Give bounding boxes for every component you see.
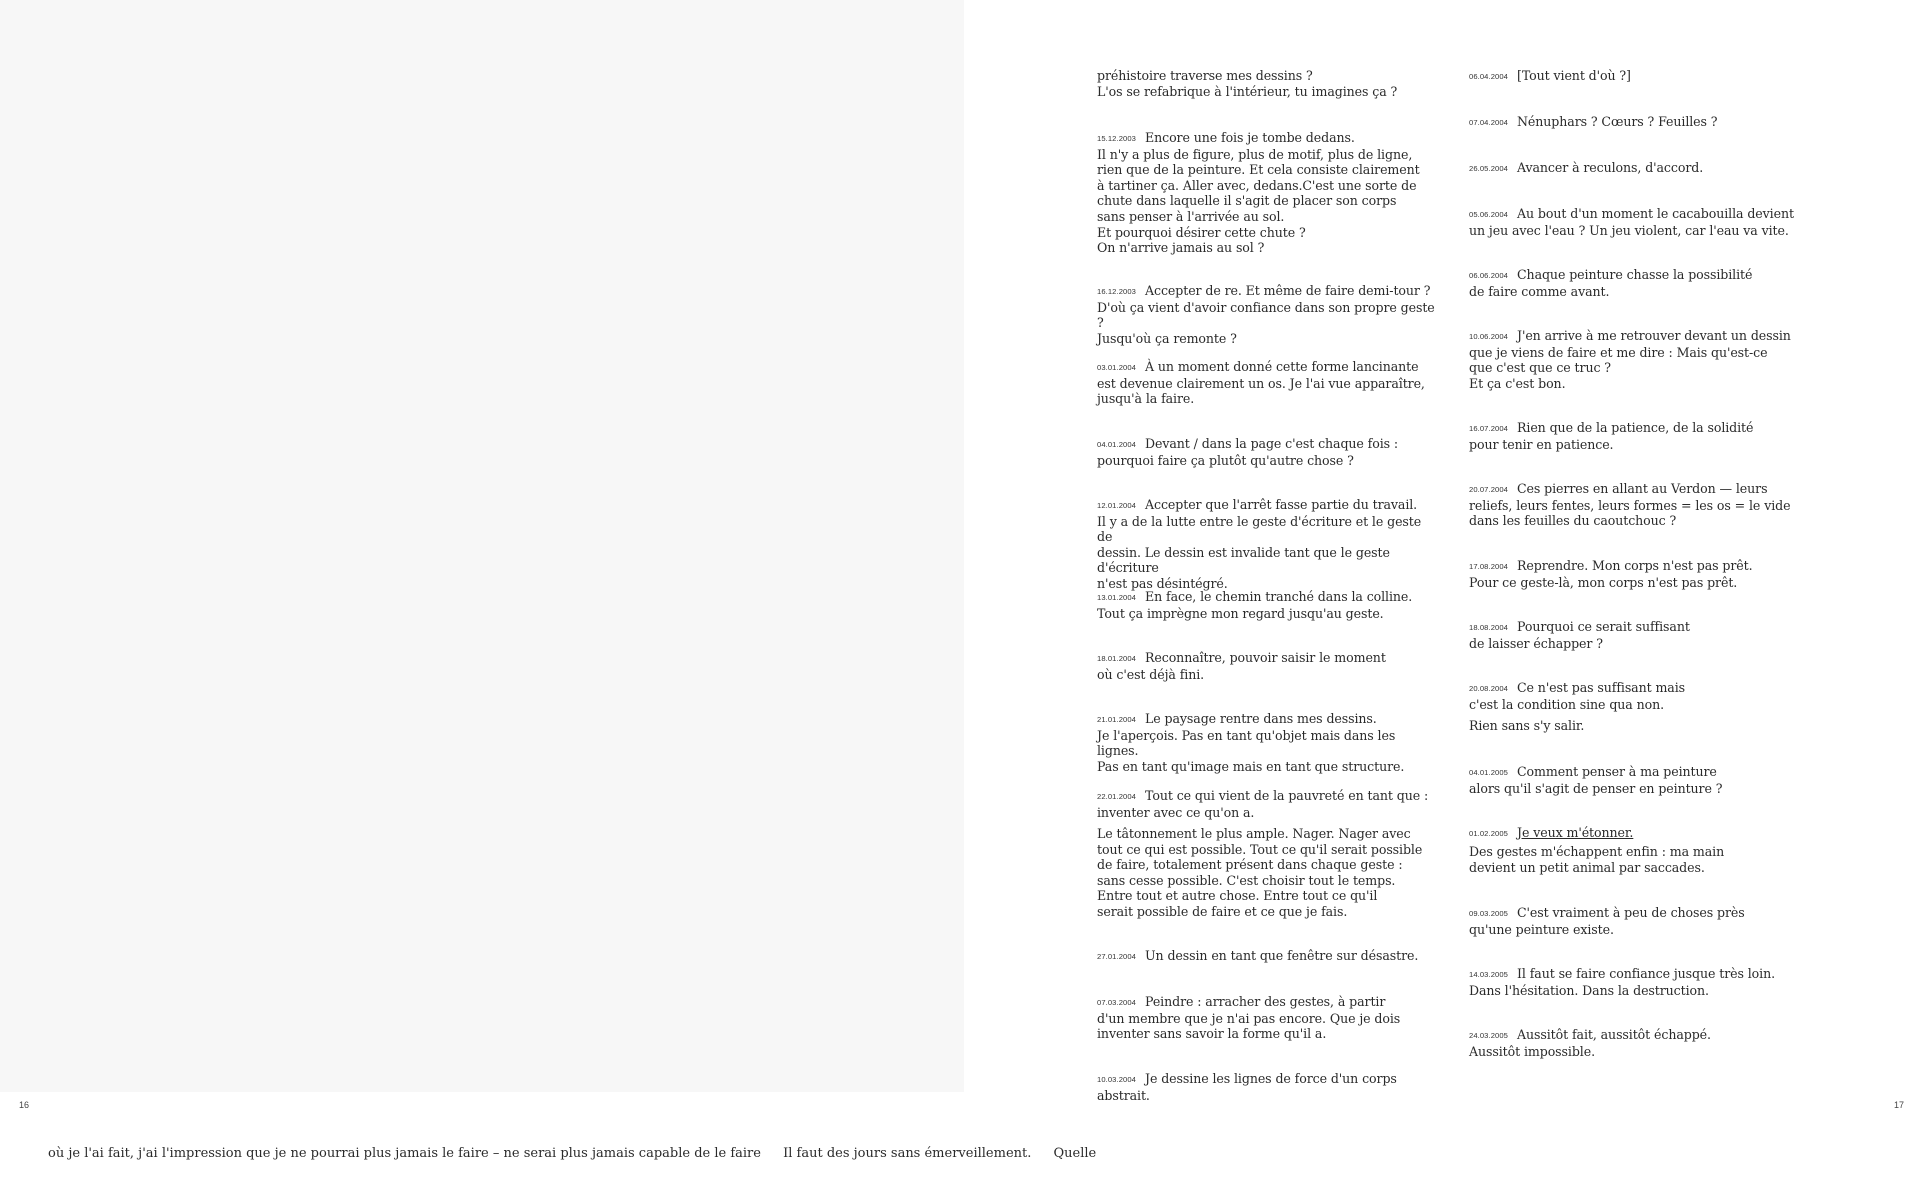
journal-entry: 21.01.2004 Le paysage rentre dans mes dessins. Je l'aperçois. Pas en tant qu'objet mais dans les lignes. Pas en tant qu'image mais en tant que structure. [1097, 711, 1405, 774]
entry-date: 21.01.2004 [1097, 715, 1137, 724]
journal-entry: 03.01.2004 À un moment donné cette forme lancinante est devenue clairement un os. Je l'ai vue apparaître, jusqu'à la faire. [1097, 359, 1425, 407]
journal-entry: Le tâtonnement le plus ample. Nager. Nager avec tout ce qui est possible. Tout ce qu'il serait possible de faire, totalement présent dans chaque geste : sans cesse possible. C'est choisir tout le temps. Entre tout et autre chose. Entre tout ce qu'il serait possible de faire et ce que je fais. [1097, 826, 1423, 919]
journal-entry: 16.07.2004 Rien que de la patience, de la solidité pour tenir en patience. [1469, 420, 1754, 452]
journal-entry: 04.01.2004 Devant / dans la page c'est chaque fois : pourquoi faire ça plutôt qu'autre chose ? [1097, 436, 1399, 468]
journal-entry: 26.05.2004 Avancer à reculons, d'accord. [1469, 160, 1704, 175]
entry-date: 26.05.2004 [1469, 164, 1509, 173]
entry-date: 07.04.2004 [1469, 118, 1509, 127]
journal-entry: 12.01.2004 Accepter que l'arrêt fasse partie du travail. Il y a de la lutte entre le geste d'écriture et le geste de dessin. Le dessin est invalide tant que le geste d'écriture n'est pas désintégré. [1097, 497, 1422, 591]
journal-entry: 18.08.2004 Pourquoi ce serait suffisant de laisser échapper ? [1469, 619, 1690, 651]
page-number-left: 16 [19, 1100, 30, 1110]
entry-date: 18.01.2004 [1097, 654, 1137, 663]
entry-date: 05.06.2004 [1469, 210, 1509, 219]
journal-entry: préhistoire traverse mes dessins ? L'os se refabrique à l'intérieur, tu imagines ça ? [1097, 68, 1398, 99]
journal-entry: 14.03.2005 Il faut se faire confiance jusque très loin. Dans l'hésitation. Dans la destruction. [1469, 966, 1775, 998]
artwork-image-area [0, 0, 964, 1092]
running-footer-text [48, 1146, 1114, 1161]
journal-entry: 10.03.2004 Je dessine les lignes de force d'un corps abstrait. [1097, 1071, 1397, 1103]
entry-date: 24.03.2005 [1469, 1031, 1509, 1040]
entry-date: 16.12.2003 [1097, 287, 1137, 296]
entry-date: 06.04.2004 [1469, 72, 1509, 81]
journal-entry: Des gestes m'échappent enfin : ma main devient un petit animal par saccades. [1469, 844, 1725, 875]
journal-entry: 13.01.2004 En face, le chemin tranché dans la colline. Tout ça imprègne mon regard jusqu'au geste. [1097, 589, 1413, 621]
entry-date: 09.03.2005 [1469, 909, 1509, 918]
journal-entry: 07.04.2004 Nénuphars ? Cœurs ? Feuilles ? [1469, 114, 1718, 129]
entry-date: 10.03.2004 [1097, 1075, 1137, 1084]
journal-entry: 09.03.2005 C'est vraiment à peu de choses près qu'une peinture existe. [1469, 905, 1745, 937]
journal-entry: Rien sans s'y salir. [1469, 718, 1585, 733]
journal-entry: 27.01.2004 Un dessin en tant que fenêtre sur désastre. [1097, 948, 1419, 963]
journal-entry: 07.03.2004 Peindre : arracher des gestes, à partir d'un membre que je n'ai pas encore. Que je dois inventer sans savoir la forme qu'il a. [1097, 994, 1401, 1042]
entry-date: 16.07.2004 [1469, 424, 1509, 433]
page-number-right: 17 [1894, 1100, 1905, 1110]
entry-date: 17.08.2004 [1469, 562, 1509, 571]
footer-segment: Il faut des jours sans émerveillement. [783, 1146, 1032, 1161]
entry-date: 13.01.2004 [1097, 593, 1137, 602]
entry-date: 04.01.2004 [1097, 440, 1137, 449]
entry-date: 14.03.2005 [1469, 970, 1509, 979]
entry-date: 07.03.2004 [1097, 998, 1137, 1007]
journal-entry: 05.06.2004 Au bout d'un moment le cacabouilla devient un jeu avec l'eau ? Un jeu violent, car l'eau va vite. [1469, 206, 1794, 238]
entry-date: 27.01.2004 [1097, 952, 1137, 961]
entry-date: 18.08.2004 [1469, 623, 1509, 632]
journal-entry: 04.01.2005 Comment penser à ma peinture alors qu'il s'agit de penser en peinture ? [1469, 764, 1723, 796]
journal-entry: 15.12.2003 Encore une fois je tombe dedans. Il n'y a plus de figure, plus de motif, plus de ligne, rien que de la peinture. Et cela consiste clairement à tartiner ça. Aller avec, dedans.C'est une sorte de chute dans laquelle il s'agit de placer son corps sans penser à l'arrivée au sol. Et pourquoi désirer cette chute ? On n'arrive jamais au sol ? [1097, 130, 1420, 256]
entry-date: 01.02.2005 [1469, 829, 1509, 838]
footer-segment: Quelle [1053, 1146, 1097, 1161]
entry-date: 22.01.2004 [1097, 792, 1137, 801]
entry-date: 20.07.2004 [1469, 485, 1509, 494]
entry-date: 15.12.2003 [1097, 134, 1137, 143]
journal-entry: 22.01.2004 Tout ce qui vient de la pauvreté en tant que : inventer avec ce qu'on a. [1097, 788, 1429, 820]
entry-date: 06.06.2004 [1469, 271, 1509, 280]
journal-entry: 01.02.2005 Je veux m'étonner. [1469, 825, 1634, 840]
entry-date: 03.01.2004 [1097, 363, 1137, 372]
journal-entry: 20.08.2004 Ce n'est pas suffisant mais c'est la condition sine qua non. [1469, 680, 1686, 712]
entry-date: 10.06.2004 [1469, 332, 1509, 341]
entry-date: 12.01.2004 [1097, 501, 1137, 510]
entry-date: 20.08.2004 [1469, 684, 1509, 693]
journal-entry: 17.08.2004 Reprendre. Mon corps n'est pas prêt. Pour ce geste-là, mon corps n'est pas prêt. [1469, 558, 1753, 590]
journal-entry: 06.06.2004 Chaque peinture chasse la possibilité de faire comme avant. [1469, 267, 1753, 299]
journal-entry: 18.01.2004 Reconnaître, pouvoir saisir le moment où c'est déjà fini. [1097, 650, 1386, 682]
journal-entry: 24.03.2005 Aussitôt fait, aussitôt échappé. Aussitôt impossible. [1469, 1027, 1711, 1059]
journal-entry: 20.07.2004 Ces pierres en allant au Verdon — leurs reliefs, leurs fentes, leurs formes = les os = le vide dans les feuilles du caoutchouc ? [1469, 481, 1791, 529]
journal-entry: 10.06.2004 J'en arrive à me retrouver devant un dessin que je viens de faire et me dire : Mais qu'est-ce que c'est que ce truc ? Et ça c'est bon. [1469, 328, 1791, 391]
journal-entry: 16.12.2003 Accepter de re. Et même de faire demi-tour ? D'où ça vient d'avoir confiance dans son propre geste ? Jusqu'où ça remonte ? [1097, 283, 1435, 346]
footer-segment: où je l'ai fait, j'ai l'impression que je ne pourrai plus jamais le faire – ne serai plus jamais capable de le faire [48, 1146, 761, 1161]
journal-entry: 06.04.2004 [Tout vient d'où ?] [1469, 68, 1631, 83]
entry-date: 04.01.2005 [1469, 768, 1509, 777]
